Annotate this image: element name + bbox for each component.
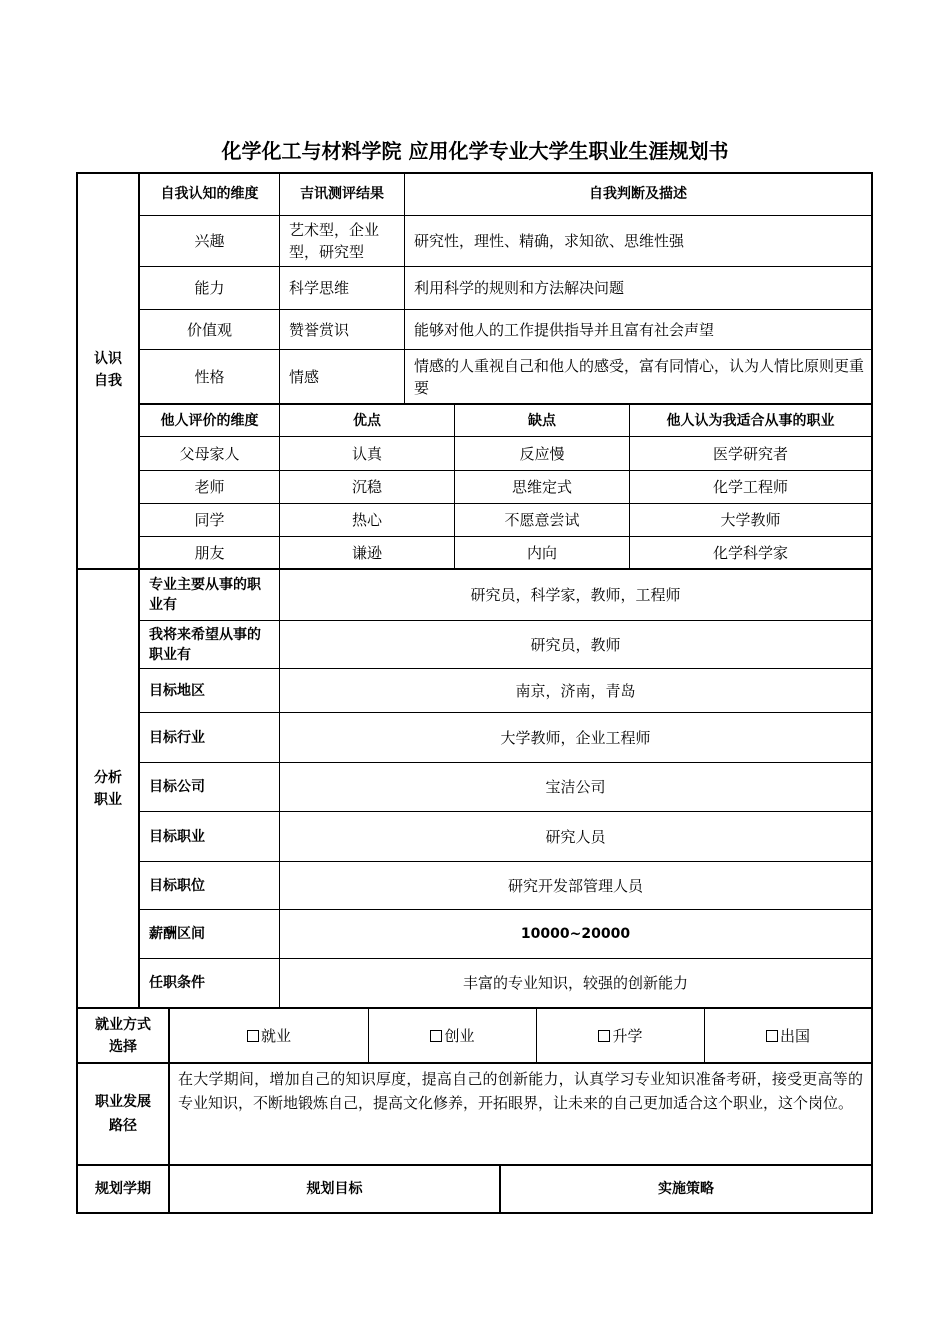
self-row-result: 情感 bbox=[289, 367, 320, 386]
others-row-pro: 沉稳 bbox=[351, 478, 382, 496]
career-row-value: 大学教师，企业工程师 bbox=[500, 728, 651, 747]
career-row-label: 目标公司 bbox=[149, 779, 205, 795]
career-row-value: 10000~20000 bbox=[520, 926, 631, 942]
others-row-who: 朋友 bbox=[194, 543, 225, 562]
self-row-description: 能够对他人的工作提供指导并且富有社会声望 bbox=[414, 320, 715, 339]
others-row-job: 大学教师 bbox=[720, 511, 781, 529]
career-row-value: 研究开发部管理人员 bbox=[507, 876, 643, 895]
employment-option-label: 创业 bbox=[444, 1026, 475, 1045]
header-plan-strategy: 实施策略 bbox=[658, 1181, 714, 1197]
self-row-description: 研究性，理性、精确，求知欲、思维性强 bbox=[414, 232, 685, 250]
employment-option-further-study[interactable] bbox=[537, 1009, 704, 1062]
others-row-job: 化学工程师 bbox=[712, 478, 788, 496]
employment-option-startup[interactable] bbox=[369, 1009, 536, 1062]
others-row-con: 反应慢 bbox=[519, 444, 565, 463]
career-row-label: 目标地区 bbox=[149, 682, 205, 699]
career-row-value: 丰富的专业知识，较强的创新能力 bbox=[462, 974, 688, 992]
employment-option-employ[interactable] bbox=[170, 1009, 368, 1062]
header-plan-semester: 规划学期 bbox=[95, 1181, 151, 1197]
self-row-result: 艺术型，企业型，研究型 bbox=[289, 221, 380, 261]
career-row-value: 南京，济南，青岛 bbox=[515, 681, 636, 700]
employment-option-label: 出国 bbox=[779, 1026, 810, 1045]
others-row-job: 医学研究者 bbox=[712, 444, 788, 463]
header-strengths: 优点 bbox=[353, 412, 381, 429]
others-row-who: 老师 bbox=[194, 478, 225, 496]
others-row-con: 思维定式 bbox=[511, 478, 572, 496]
checkbox-icon[interactable] bbox=[598, 1030, 610, 1042]
header-test-result: 吉讯测评结果 bbox=[300, 185, 384, 202]
self-row-dimension: 能力 bbox=[194, 279, 225, 297]
path-text: 在大学期间，增加自己的知识厚度，提高自己的创新能力，认真学习专业知识准备考研，接受更高等的专业知识，不断地锻炼自己，提高文化修养，开拓眼界，让未来的自己更加适合这个职业，这个岗位。 bbox=[178, 1070, 863, 1112]
header-self-description: 自我判断及描述 bbox=[589, 185, 687, 202]
section-career-label: 分析 职业 bbox=[94, 769, 122, 808]
career-row-value: 研究人员 bbox=[545, 827, 606, 846]
checkbox-icon[interactable] bbox=[430, 1030, 442, 1042]
career-row-label: 薪酬区间 bbox=[149, 926, 205, 942]
header-plan-goal: 规划目标 bbox=[306, 1181, 363, 1197]
header-suitable-job: 他人认为我适合从事的职业 bbox=[666, 412, 835, 429]
employment-option-label: 就业 bbox=[260, 1026, 291, 1045]
self-row-result: 科学思维 bbox=[289, 279, 350, 297]
career-row-value: 研究员，教师 bbox=[530, 635, 621, 654]
others-row-who: 同学 bbox=[194, 511, 225, 529]
self-row-dimension: 性格 bbox=[194, 367, 225, 386]
career-row-label: 目标行业 bbox=[149, 729, 205, 746]
others-row-pro: 认真 bbox=[351, 444, 382, 463]
employment-label: 就业方式选择 bbox=[95, 1016, 151, 1055]
others-row-who: 父母家人 bbox=[179, 444, 240, 463]
employment-option-abroad[interactable] bbox=[705, 1009, 871, 1062]
checkbox-icon[interactable] bbox=[766, 1030, 778, 1042]
checkbox-icon[interactable] bbox=[247, 1030, 259, 1042]
self-row-dimension: 兴趣 bbox=[194, 232, 225, 250]
section-self-label: 认识 自我 bbox=[94, 351, 122, 389]
others-row-job: 化学科学家 bbox=[712, 543, 788, 562]
career-row-label: 我将来希望从事的职业有 bbox=[149, 626, 261, 663]
self-row-result: 赞誉赏识 bbox=[289, 320, 350, 339]
header-others-dimension: 他人评价的维度 bbox=[160, 412, 259, 429]
others-row-pro: 谦逊 bbox=[351, 543, 382, 562]
career-row-label: 任职条件 bbox=[149, 975, 205, 991]
career-row-label: 目标职业 bbox=[149, 828, 205, 845]
self-row-dimension: 价值观 bbox=[186, 320, 232, 339]
career-row-label: 目标职位 bbox=[149, 877, 205, 894]
others-row-con: 不愿意尝试 bbox=[504, 511, 580, 529]
path-label: 职业发展路径 bbox=[95, 1094, 151, 1134]
header-self-dimension: 自我认知的维度 bbox=[160, 185, 259, 202]
header-weaknesses: 缺点 bbox=[528, 412, 556, 429]
self-row-description: 情感的人重视自己和他人的感受，富有同情心，认为人情比原则更重要 bbox=[414, 356, 865, 397]
others-row-con: 内向 bbox=[526, 543, 557, 562]
career-row-value: 宝洁公司 bbox=[545, 778, 606, 796]
others-row-pro: 热心 bbox=[351, 511, 382, 529]
page-title: 化学化工与材料学院 应用化学专业大学生职业生涯规划书 bbox=[221, 139, 729, 163]
career-row-label: 专业主要从事的职业有 bbox=[149, 577, 261, 613]
career-row-value: 研究员，科学家，教师，工程师 bbox=[470, 586, 681, 604]
self-row-description: 利用科学的规则和方法解决问题 bbox=[414, 279, 625, 297]
employment-option-label: 升学 bbox=[612, 1026, 643, 1045]
